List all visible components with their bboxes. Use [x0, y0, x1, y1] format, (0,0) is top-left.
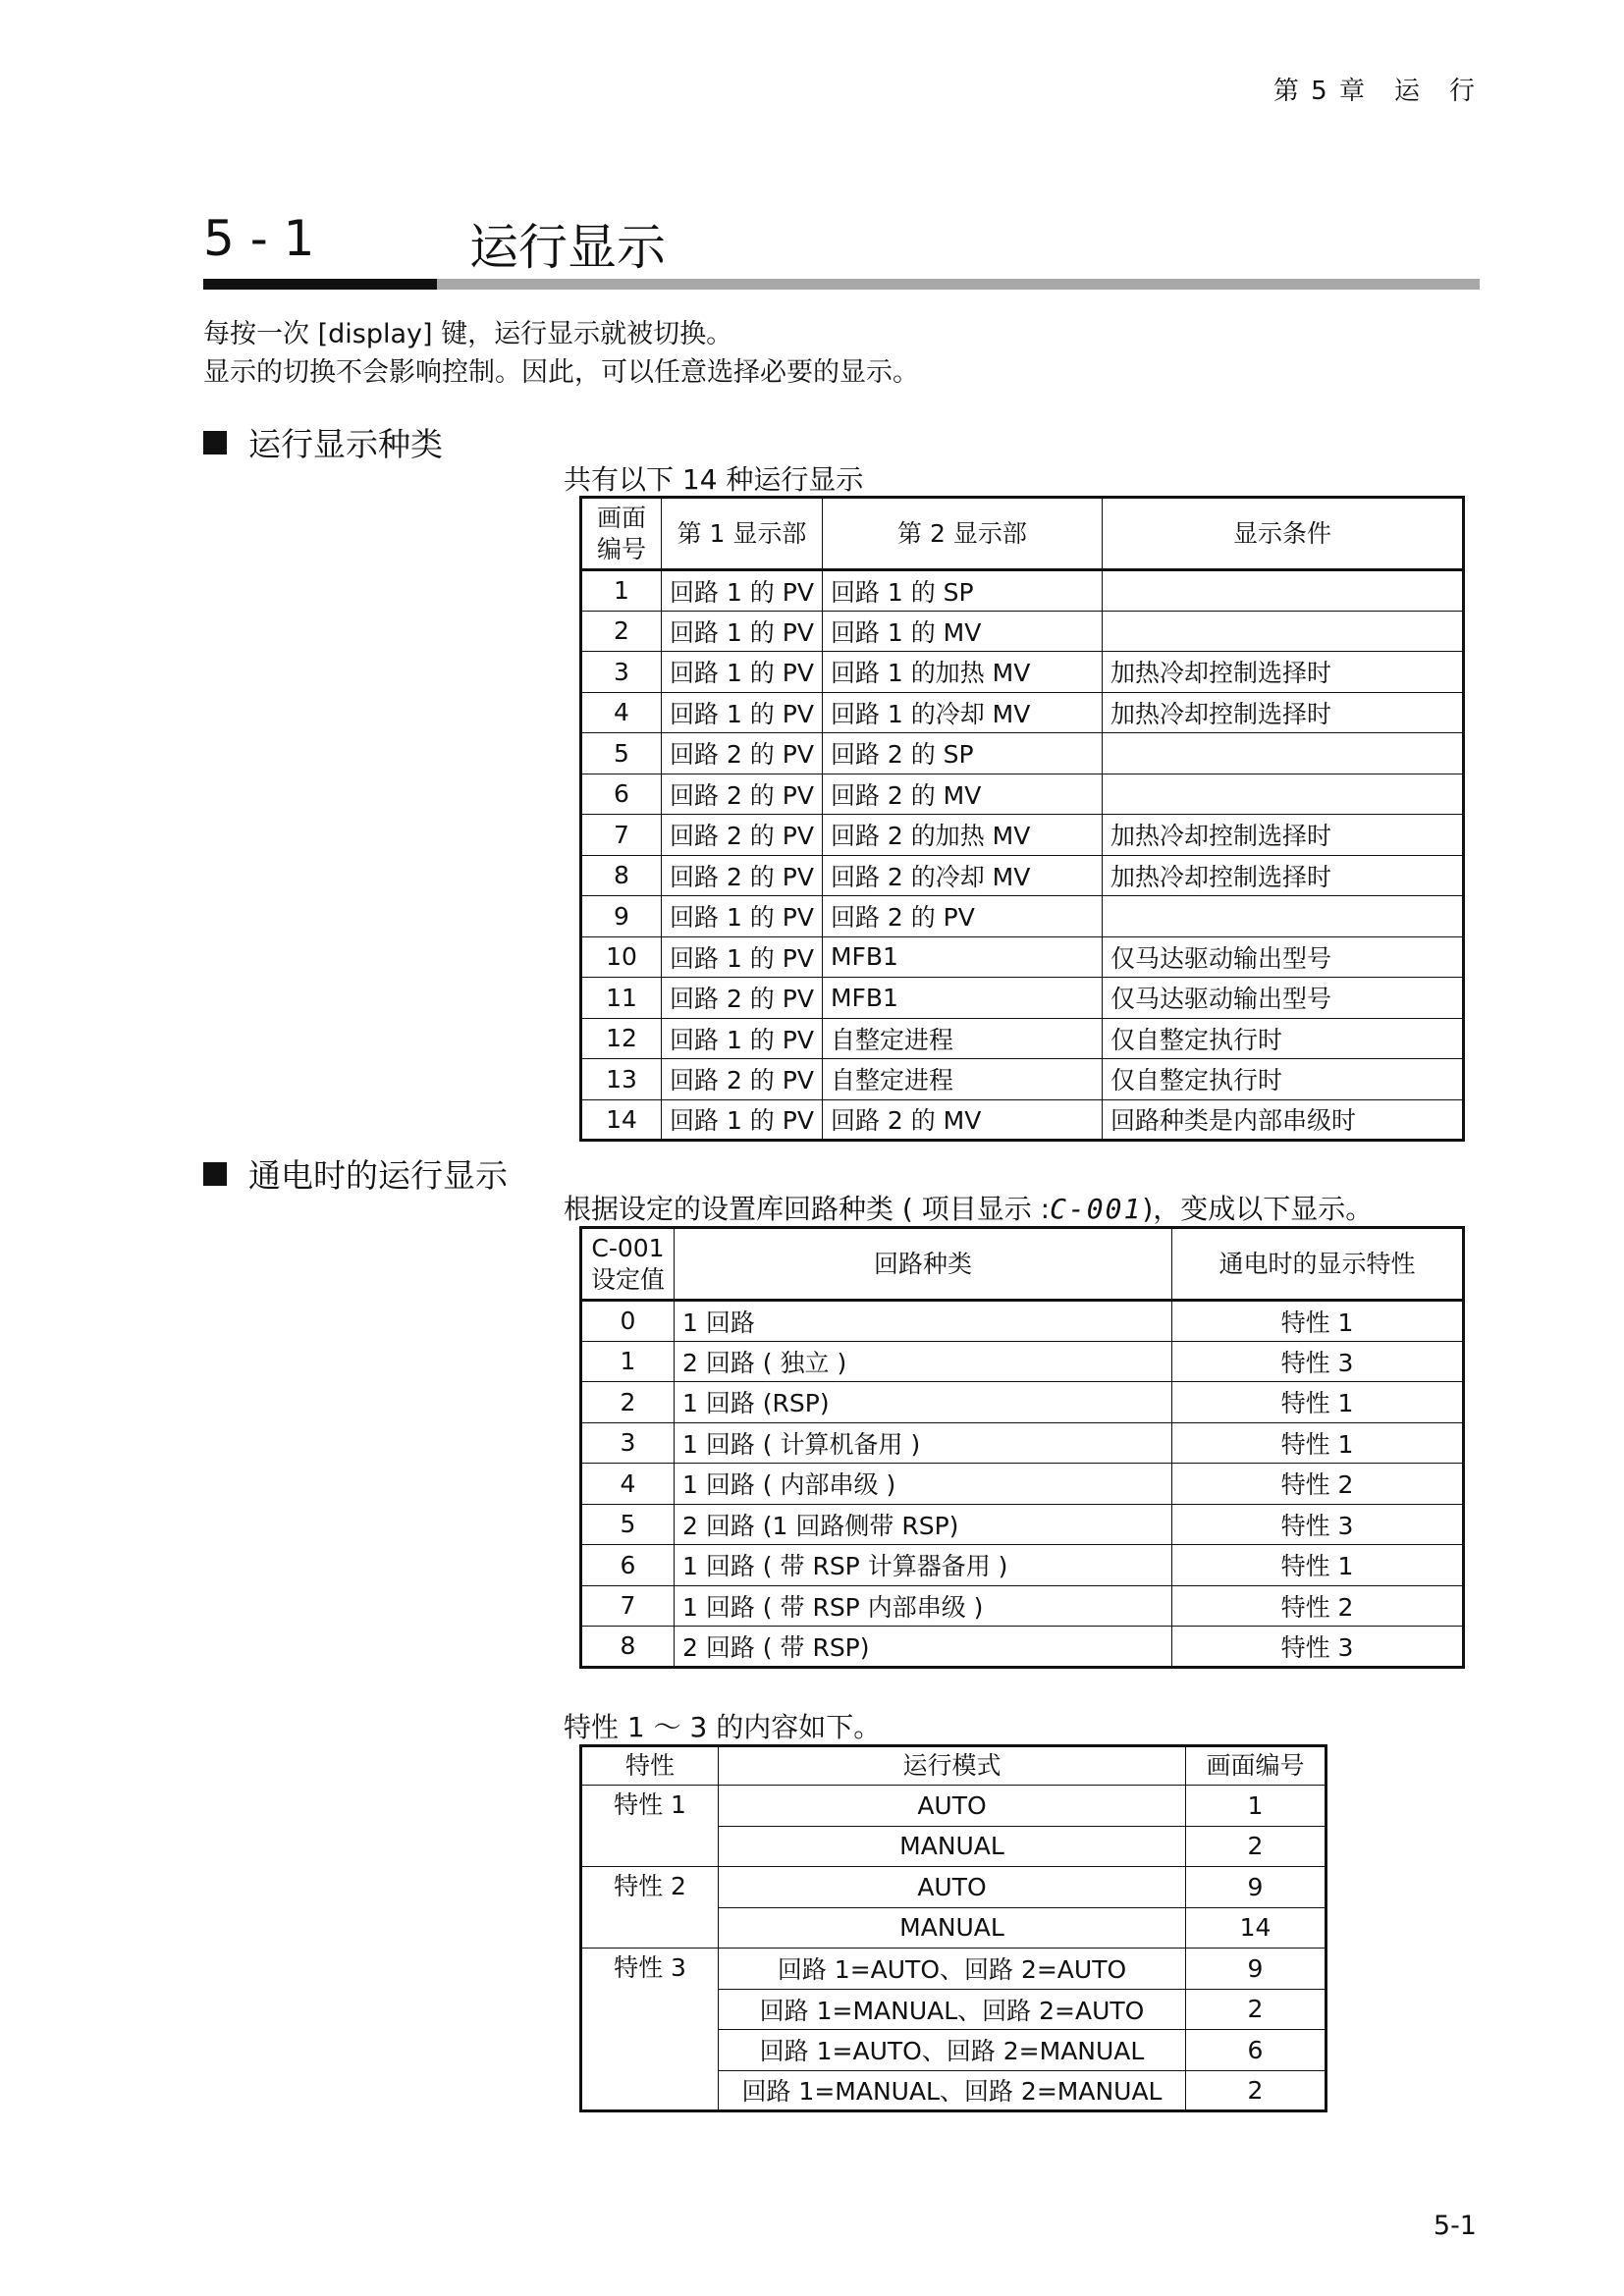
table-row — [581, 1422, 1464, 1464]
table-cell: 回路 2 的加热 MV — [822, 815, 1102, 856]
table-cell: 1 回路 (RSP) — [675, 1382, 1172, 1423]
table-cell: 3 — [581, 1422, 675, 1464]
table-cell: 回路 1 的 MV — [822, 611, 1102, 652]
col-header: C-001 设定值 — [581, 1228, 675, 1301]
poweron-caption: 根据设定的设置库回路种类 ( 项目显示 :C-001)，变成以下显示。 — [564, 1193, 1374, 1225]
table-cell: 特性 3 — [1172, 1627, 1464, 1668]
table-cell: MFB1 — [822, 978, 1102, 1019]
table-row — [581, 1545, 1464, 1586]
table-row — [581, 1099, 1464, 1141]
characteristics-caption: 特性 1 ～ 3 的内容如下。 — [564, 1711, 882, 1743]
table-cell: 回路 1 的 PV — [662, 692, 823, 733]
table-row — [581, 1949, 1326, 1990]
table-cell: 回路 1 的加热 MV — [822, 652, 1102, 693]
intro-line-1: 每按一次 [display] 键，运行显示就被切换。 — [203, 319, 733, 349]
group-name-cell: 特性 1 — [581, 1786, 719, 1867]
table-cell: 回路 2 的 MV — [822, 774, 1102, 815]
intro-line-2: 显示的切换不会影响控制。因此，可以任意选择必要的显示。 — [203, 357, 919, 388]
table-row — [581, 1867, 1326, 1908]
table-row — [581, 1341, 1464, 1382]
table-row — [581, 1301, 1464, 1342]
table-cell: 回路 1 的 PV — [662, 936, 823, 978]
table-cell: 2 回路 ( 独立 ) — [675, 1341, 1172, 1382]
table-cell: 回路 2 的 MV — [822, 1099, 1102, 1141]
table-cell: 特性 2 — [1172, 1464, 1464, 1505]
table-cell: 2 — [581, 1382, 675, 1423]
table-cell: 回路 2 的 PV — [662, 733, 823, 774]
col-header: 画面编号 — [1186, 1746, 1326, 1786]
col-header: 特性 — [581, 1746, 719, 1786]
col-header: 画面 编号 — [581, 498, 662, 570]
table-cell — [1102, 611, 1463, 652]
table-row — [581, 774, 1464, 815]
table-cell: 3 — [581, 652, 662, 693]
table-cell: 仅自整定执行时 — [1102, 1018, 1463, 1059]
table-cell: 14 — [1186, 1907, 1326, 1949]
title-rule-gray — [437, 279, 1480, 290]
table-row — [581, 1786, 1326, 1827]
table-cell — [1102, 774, 1463, 815]
table-cell: 加热冷却控制选择时 — [1102, 652, 1463, 693]
table-cell: 加热冷却控制选择时 — [1102, 855, 1463, 896]
table-cell: 仅马达驱动输出型号 — [1102, 978, 1463, 1019]
table-cell: 回路 1 的 PV — [662, 570, 823, 612]
table-cell: 8 — [581, 1627, 675, 1668]
table-row — [581, 570, 1464, 612]
table-cell: 2 回路 ( 带 RSP) — [675, 1627, 1172, 1668]
table-row — [581, 1382, 1464, 1423]
table-row — [581, 1585, 1464, 1627]
table-cell: 回路 1 的 SP — [822, 570, 1102, 612]
table-cell: 2 — [581, 611, 662, 652]
col-header: 运行模式 — [719, 1746, 1186, 1786]
table-cell: 特性 2 — [1172, 1585, 1464, 1627]
subheading-text: 通电时的运行显示 — [248, 1156, 508, 1195]
table-cell: 加热冷却控制选择时 — [1102, 815, 1463, 856]
table-cell: 4 — [581, 1464, 675, 1505]
table-cell: 10 — [581, 936, 662, 978]
types-caption: 共有以下 14 种运行显示 — [564, 463, 864, 496]
table-cell: 回路 2 的 PV — [662, 1059, 823, 1100]
table-cell: 特性 3 — [1172, 1504, 1464, 1545]
table-row — [581, 733, 1464, 774]
page-number: 5-1 — [1433, 2211, 1477, 2241]
table-cell: 5 — [581, 1504, 675, 1545]
table-cell: 特性 3 — [1172, 1341, 1464, 1382]
table-row — [581, 1464, 1464, 1505]
table-cell: 0 — [581, 1301, 675, 1342]
table-cell: 13 — [581, 1059, 662, 1100]
table-row — [581, 652, 1464, 693]
table-cell: 7 — [581, 815, 662, 856]
square-bullet-icon — [203, 431, 227, 454]
table-cell: 1 — [581, 570, 662, 612]
table-cell: 7 — [581, 1585, 675, 1627]
table-cell: 回路 2 的 PV — [662, 978, 823, 1019]
table-cell: 回路 1=AUTO、回路 2=AUTO — [719, 1949, 1186, 1990]
table-cell: 回路 1 的冷却 MV — [822, 692, 1102, 733]
table-cell: 回路 2 的 SP — [822, 733, 1102, 774]
table-cell: 1 回路 ( 计算机备用 ) — [675, 1422, 1172, 1464]
table-row — [581, 815, 1464, 856]
table-row — [581, 1018, 1464, 1059]
group-name-cell: 特性 3 — [581, 1949, 719, 2111]
table-cell: AUTO — [719, 1867, 1186, 1908]
table-cell: 回路 2 的 PV — [662, 815, 823, 856]
table-cell: 1 — [1186, 1786, 1326, 1827]
table-cell: 2 — [1186, 1989, 1326, 2030]
table-row — [581, 1059, 1464, 1100]
table-row — [581, 611, 1464, 652]
characteristics-table — [579, 1744, 1327, 2112]
table-cell: 9 — [1186, 1949, 1326, 1990]
square-bullet-icon — [203, 1162, 227, 1186]
table-row — [581, 936, 1464, 978]
table-cell: 回路 2 的 PV — [662, 855, 823, 896]
table-cell: AUTO — [719, 1786, 1186, 1827]
table-cell: 特性 1 — [1172, 1545, 1464, 1586]
table-cell: 特性 1 — [1172, 1382, 1464, 1423]
col-header: 显示条件 — [1102, 498, 1463, 570]
table-cell: 回路 1=MANUAL、回路 2=AUTO — [719, 1989, 1186, 2030]
table-row — [581, 978, 1464, 1019]
col-header: 通电时的显示特性 — [1172, 1228, 1464, 1301]
table-cell: 1 回路 ( 带 RSP 计算器备用 ) — [675, 1545, 1172, 1586]
table-cell: 6 — [581, 774, 662, 815]
table-cell: 11 — [581, 978, 662, 1019]
table-cell: 回路 1 的 PV — [662, 652, 823, 693]
table-cell: 14 — [581, 1099, 662, 1141]
table-cell: 回路 1 的 PV — [662, 1018, 823, 1059]
table-cell: 9 — [581, 896, 662, 937]
table-cell: 2 — [1186, 2070, 1326, 2111]
table-cell: 仅自整定执行时 — [1102, 1059, 1463, 1100]
table-cell: 4 — [581, 692, 662, 733]
table-cell: 5 — [581, 733, 662, 774]
table-cell: 回路 1 的 PV — [662, 1099, 823, 1141]
table-cell: 回路 1=MANUAL、回路 2=MANUAL — [719, 2070, 1186, 2111]
table-cell: 1 回路 — [675, 1301, 1172, 1342]
table-cell: 6 — [1186, 2030, 1326, 2071]
lcd-code: C-001 — [1050, 1193, 1143, 1225]
table-cell: 回路 1 的 PV — [662, 611, 823, 652]
table-cell: 2 — [1186, 1826, 1326, 1867]
table-cell: 1 回路 ( 带 RSP 内部串级 ) — [675, 1585, 1172, 1627]
table-cell: 12 — [581, 1018, 662, 1059]
page-title: 运行显示 — [469, 219, 666, 276]
table-cell: 回路 1=AUTO、回路 2=MANUAL — [719, 2030, 1186, 2071]
subheading-display-types — [203, 419, 443, 465]
table-cell: 回路 2 的 PV — [822, 896, 1102, 937]
group-name-cell: 特性 2 — [581, 1867, 719, 1949]
table-cell — [1102, 733, 1463, 774]
table-row — [581, 896, 1464, 937]
table-cell: 回路 2 的 PV — [662, 774, 823, 815]
display-types-table — [579, 496, 1465, 1142]
col-header: 第 2 显示部 — [822, 498, 1102, 570]
table-cell — [1102, 896, 1463, 937]
table-cell: 特性 1 — [1172, 1422, 1464, 1464]
table-cell: 自整定进程 — [822, 1059, 1102, 1100]
table-cell: MANUAL — [719, 1826, 1186, 1867]
section-number: 5 - 1 — [203, 210, 315, 267]
subheading-text: 运行显示种类 — [248, 425, 443, 463]
table-row — [581, 855, 1464, 896]
col-header: 第 1 显示部 — [662, 498, 823, 570]
col-header: 回路种类 — [675, 1228, 1172, 1301]
title-rule-black — [203, 279, 437, 290]
table-cell: 6 — [581, 1545, 675, 1586]
table-row — [581, 1627, 1464, 1668]
running-head: 第 5 章 运 行 — [1272, 77, 1477, 106]
table-cell: 自整定进程 — [822, 1018, 1102, 1059]
table-cell: 2 回路 (1 回路侧带 RSP) — [675, 1504, 1172, 1545]
table-cell: 1 — [581, 1341, 675, 1382]
subheading-power-on — [203, 1150, 508, 1197]
table-cell: 回路 1 的 PV — [662, 896, 823, 937]
power-on-table — [579, 1226, 1465, 1669]
table-cell: 仅马达驱动输出型号 — [1102, 936, 1463, 978]
table-cell: 9 — [1186, 1867, 1326, 1908]
table-cell: 1 回路 ( 内部串级 ) — [675, 1464, 1172, 1505]
table-row — [581, 692, 1464, 733]
table-row — [581, 1504, 1464, 1545]
table-cell: 特性 1 — [1172, 1301, 1464, 1342]
table-cell: 回路种类是内部串级时 — [1102, 1099, 1463, 1141]
table-cell: 加热冷却控制选择时 — [1102, 692, 1463, 733]
table-cell: 回路 2 的冷却 MV — [822, 855, 1102, 896]
table-cell: MFB1 — [822, 936, 1102, 978]
table-cell — [1102, 570, 1463, 612]
table-cell: 8 — [581, 855, 662, 896]
table-cell: MANUAL — [719, 1907, 1186, 1949]
